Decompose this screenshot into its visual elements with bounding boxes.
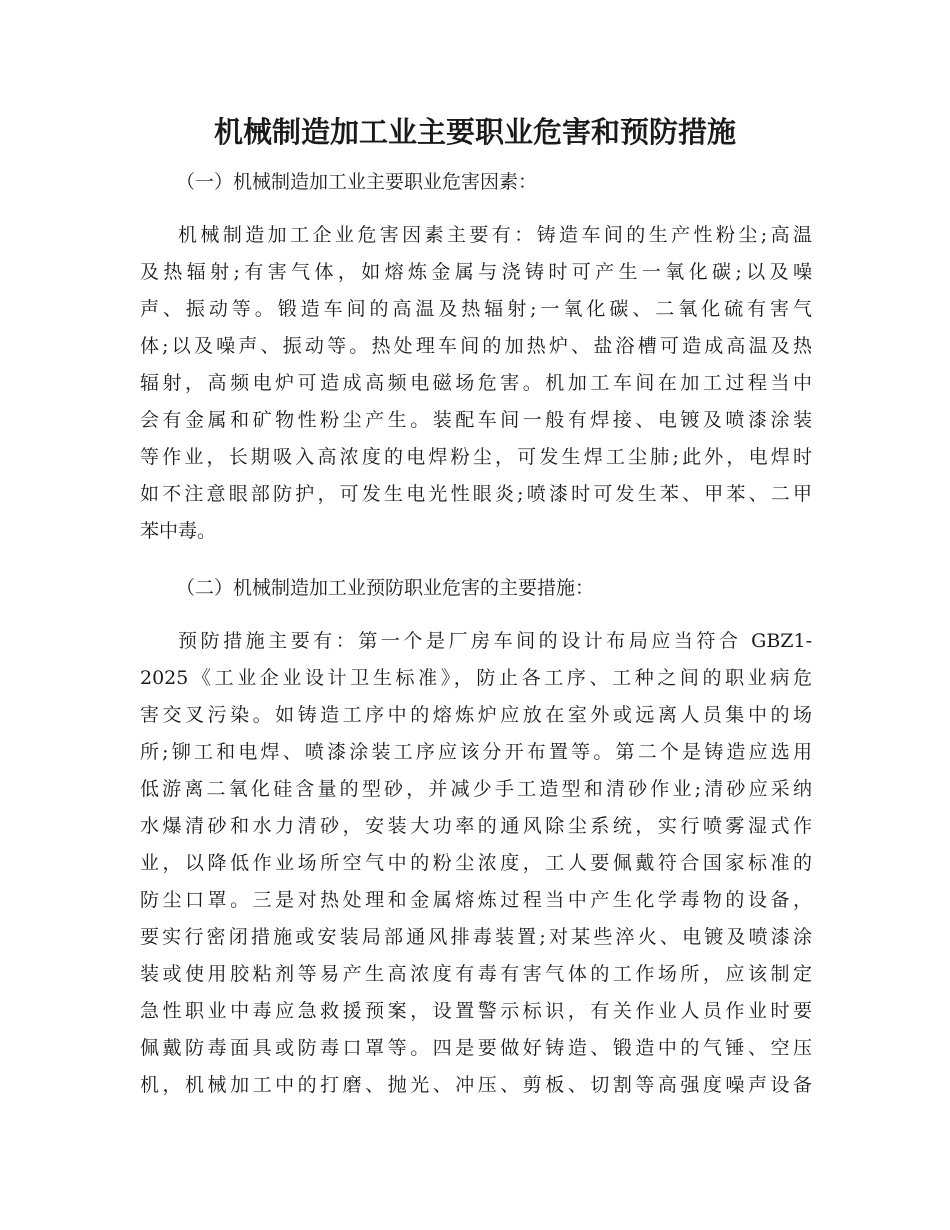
section-heading-hazards: （一）机械制造加工业主要职业危害因素：	[176, 171, 538, 193]
paragraph-line: 业，以降低作业场所空气中的粉尘浓度，工人要佩戴符合国家标准的	[140, 852, 812, 874]
paragraph-line: 会有金属和矿物性粉尘产生。装配车间一般有焊接、电镀及喷漆涂装	[140, 409, 812, 431]
paragraph-line: 水爆清砂和水力清砂，安装大功率的通风除尘系统，实行喷雾湿式作	[140, 815, 812, 837]
paragraph-line: 害交叉污染。如铸造工序中的熔炼炉应放在室外或远离人员集中的场	[140, 704, 812, 726]
section-heading-measures: （二）机械制造加工业预防职业危害的主要措施：	[176, 577, 595, 599]
paragraph-line: 装或使用胶粘剂等易产生高浓度有毒有害气体的工作场所，应该制定	[140, 963, 812, 985]
paragraph-line: 声、振动等。锻造车间的高温及热辐射;一氧化碳、二氧化硫有害气	[140, 298, 812, 320]
paragraph-line: 低游离二氧化硅含量的型砂，并减少手工造型和清砂作业;清砂应采纳	[140, 778, 812, 800]
paragraph-line: 防尘口罩。三是对热处理和金属熔炼过程当中产生化学毒物的设备，	[140, 889, 812, 911]
paragraph-line: 如不注意眼部防护，可发生电光性眼炎;喷漆时可发生苯、甲苯、二甲	[140, 483, 812, 505]
paragraph-line: 苯中毒。	[140, 520, 217, 542]
paragraph-measures	[140, 623, 812, 1104]
paragraph-line: 佩戴防毒面具或防毒口罩等。四是要做好铸造、锻造中的气锤、空压	[140, 1037, 812, 1059]
paragraph-line: 及热辐射;有害气体，如熔炼金属与浇铸时可产生一氧化碳;以及噪	[140, 261, 812, 283]
document-title: 机械制造加工业主要职业危害和预防措施	[213, 115, 736, 149]
paragraph-line: 要实行密闭措施或安装局部通风排毒装置;对某些淬火、电镀及喷漆涂	[140, 926, 812, 948]
paragraph-line: 急性职业中毒应急救援预案，设置警示标识，有关作业人员作业时要	[140, 1000, 812, 1022]
paragraph-line: 辐射，高频电炉可造成高频电磁场危害。机加工车间在加工过程当中	[140, 372, 812, 394]
paragraph-line: 等作业，长期吸入高浓度的电焊粉尘，可发生焊工尘肺;此外，电焊时	[140, 446, 812, 468]
paragraph-line: 所;铆工和电焊、喷漆涂装工序应该分开布置等。第二个是铸造应选用	[140, 741, 812, 763]
paragraph-hazards	[140, 217, 812, 550]
paragraph-line: 2025《工业企业设计卫生标准》，防止各工序、工种之间的职业病危	[140, 667, 812, 689]
paragraph-line: 体;以及噪声、振动等。热处理车间的加热炉、盐浴槽可造成高温及热	[140, 335, 812, 357]
paragraph-line: 预防措施主要有：第一个是厂房车间的设计布局应当符合 GBZ1-	[178, 630, 812, 652]
paragraph-line: 机，机械加工中的打磨、抛光、冲压、剪板、切割等高强度噪声设备	[140, 1074, 812, 1096]
paragraph-line: 机械制造加工企业危害因素主要有：铸造车间的生产性粉尘;高温	[178, 224, 812, 246]
